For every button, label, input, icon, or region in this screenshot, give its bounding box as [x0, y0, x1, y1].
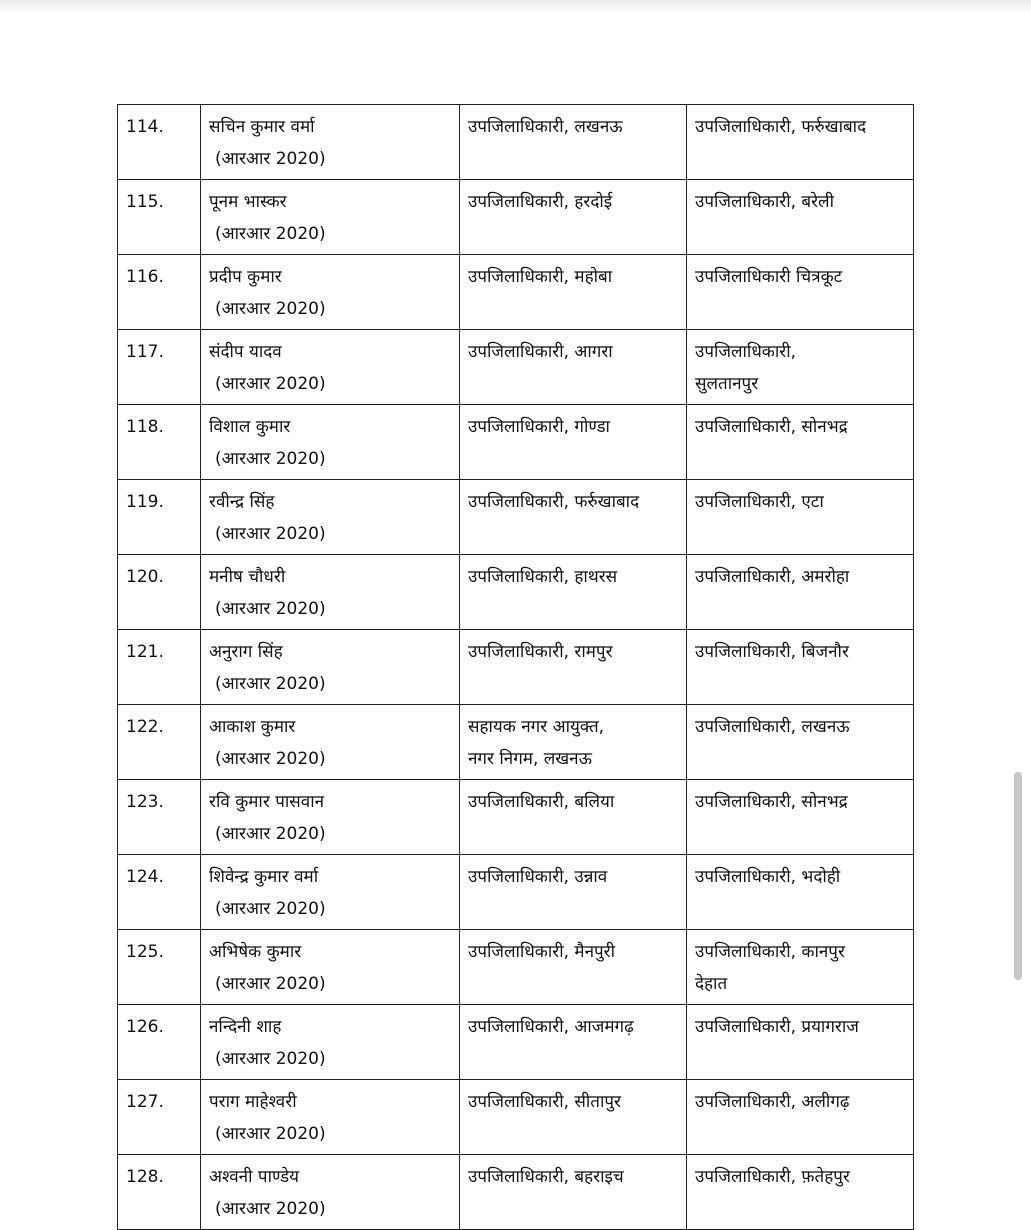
serial-number: 124.	[126, 867, 164, 887]
new-post-cell	[687, 105, 914, 180]
serial-number: 114.	[126, 117, 164, 137]
officer-name-cell	[201, 255, 460, 330]
serial-number: 117.	[126, 342, 164, 362]
serial-number-cell	[118, 405, 201, 480]
new-post-cell	[687, 1005, 914, 1080]
officer-name: विशाल कुमार	[209, 417, 291, 437]
serial-number-cell	[118, 555, 201, 630]
current-post-cell	[460, 780, 687, 855]
officer-name-cell	[201, 180, 460, 255]
current-post-line: उपजिलाधिकारी, हाथरस	[468, 567, 618, 587]
current-post-cell	[460, 930, 687, 1005]
serial-number: 120.	[126, 567, 164, 587]
new-post-cell	[687, 1155, 914, 1230]
current-post-cell	[460, 180, 687, 255]
table-row	[118, 630, 914, 705]
new-post-cell	[687, 180, 914, 255]
table-row	[118, 180, 914, 255]
new-post-line: उपजिलाधिकारी, बरेली	[695, 192, 834, 212]
current-post-line: उपजिलाधिकारी, सीतापुर	[468, 1092, 621, 1112]
officer-name-cell	[201, 555, 460, 630]
officer-name-cell	[201, 780, 460, 855]
current-post-line: उपजिलाधिकारी, फर्रुखाबाद	[468, 492, 640, 512]
current-post-cell	[460, 330, 687, 405]
current-post-cell	[460, 405, 687, 480]
current-post-line: उपजिलाधिकारी, बहराइच	[468, 1167, 624, 1187]
new-post-cell	[687, 780, 914, 855]
current-post-line: उपजिलाधिकारी, आगरा	[468, 342, 613, 362]
officer-batch: (आरआर 2020)	[215, 974, 326, 994]
current-post-line: सहायक नगर आयुक्त,	[468, 717, 605, 737]
current-post-cell	[460, 1005, 687, 1080]
table-row	[118, 255, 914, 330]
serial-number-cell	[118, 630, 201, 705]
new-post-cell	[687, 705, 914, 780]
current-post-cell	[460, 105, 687, 180]
officer-name: नन्दिनी शाह	[209, 1017, 282, 1037]
officer-batch: (आरआर 2020)	[215, 749, 326, 769]
officer-name: रवीन्द्र सिंह	[209, 492, 275, 512]
serial-number-cell	[118, 780, 201, 855]
new-post-line: उपजिलाधिकारी, एटा	[695, 492, 824, 512]
new-post-cell	[687, 630, 914, 705]
new-post-cell	[687, 255, 914, 330]
current-post-cell	[460, 1155, 687, 1230]
new-post-line: उपजिलाधिकारी, फ़तेहपुर	[695, 1167, 850, 1187]
new-post-cell	[687, 330, 914, 405]
new-post-line: उपजिलाधिकारी, लखनऊ	[695, 717, 850, 737]
table-row	[118, 1080, 914, 1155]
serial-number-cell	[118, 855, 201, 930]
new-post-line: उपजिलाधिकारी, सोनभद्र	[695, 417, 848, 437]
officer-name: रवि कुमार पासवान	[209, 792, 325, 812]
new-post-line: देहात	[695, 974, 728, 994]
officer-batch: (आरआर 2020)	[215, 674, 326, 694]
table-row	[118, 855, 914, 930]
table-row	[118, 330, 914, 405]
officer-name: मनीष चौधरी	[209, 567, 286, 587]
new-post-cell	[687, 855, 914, 930]
serial-number: 125.	[126, 942, 164, 962]
officer-batch: (आरआर 2020)	[215, 1124, 326, 1144]
current-post-cell	[460, 630, 687, 705]
new-post-line: उपजिलाधिकारी, बिजनौर	[695, 642, 849, 662]
new-post-line: उपजिलाधिकारी, कानपुर	[695, 942, 845, 962]
officer-name-cell	[201, 105, 460, 180]
new-post-line: उपजिलाधिकारी, अमरोहा	[695, 567, 850, 587]
officer-batch: (आरआर 2020)	[215, 524, 326, 544]
vertical-scrollbar-thumb[interactable]	[1014, 772, 1022, 980]
officer-batch: (आरआर 2020)	[215, 899, 326, 919]
current-post-cell	[460, 555, 687, 630]
table-row	[118, 930, 914, 1005]
officer-name: सचिन कुमार वर्मा	[209, 117, 315, 137]
table-row	[118, 1005, 914, 1080]
serial-number-cell	[118, 705, 201, 780]
officer-name-cell	[201, 705, 460, 780]
officer-batch: (आरआर 2020)	[215, 299, 326, 319]
new-post-line: उपजिलाधिकारी,	[695, 342, 796, 362]
serial-number-cell	[118, 1080, 201, 1155]
current-post-line: उपजिलाधिकारी, लखनऊ	[468, 117, 623, 137]
transfer-table-body	[118, 105, 914, 1230]
serial-number: 122.	[126, 717, 164, 737]
serial-number: 119.	[126, 492, 164, 512]
officer-name-cell	[201, 1155, 460, 1230]
serial-number-cell	[118, 330, 201, 405]
serial-number: 127.	[126, 1092, 164, 1112]
current-post-line: उपजिलाधिकारी, मैनपुरी	[468, 942, 616, 962]
serial-number: 126.	[126, 1017, 164, 1037]
serial-number: 115.	[126, 192, 164, 212]
table-row	[118, 480, 914, 555]
officer-name-cell	[201, 405, 460, 480]
current-post-line: उपजिलाधिकारी, गोण्डा	[468, 417, 610, 437]
top-edge-shadow	[0, 0, 1031, 14]
officer-batch: (आरआर 2020)	[215, 224, 326, 244]
officer-batch: (आरआर 2020)	[215, 149, 326, 169]
current-post-line: उपजिलाधिकारी, रामपुर	[468, 642, 613, 662]
current-post-line: उपजिलाधिकारी, महोबा	[468, 267, 613, 287]
current-post-line: उपजिलाधिकारी, आजमगढ़	[468, 1017, 634, 1037]
current-post-line: उपजिलाधिकारी, हरदोई	[468, 192, 613, 212]
officer-batch: (आरआर 2020)	[215, 1199, 326, 1219]
table-row	[118, 555, 914, 630]
serial-number-cell	[118, 180, 201, 255]
officer-batch: (आरआर 2020)	[215, 824, 326, 844]
current-post-line: उपजिलाधिकारी, उन्नाव	[468, 867, 608, 887]
officer-name-cell	[201, 330, 460, 405]
officer-batch: (आरआर 2020)	[215, 1049, 326, 1069]
serial-number: 128.	[126, 1167, 164, 1187]
serial-number-cell	[118, 930, 201, 1005]
officer-batch: (आरआर 2020)	[215, 599, 326, 619]
officer-name-cell	[201, 930, 460, 1005]
current-post-line: उपजिलाधिकारी, बलिया	[468, 792, 615, 812]
serial-number: 123.	[126, 792, 164, 812]
officer-name-cell	[201, 1005, 460, 1080]
transfer-table	[117, 104, 914, 1230]
officer-batch: (आरआर 2020)	[215, 374, 326, 394]
serial-number: 118.	[126, 417, 164, 437]
officer-name: अश्वनी पाण्डेय	[209, 1167, 299, 1187]
current-post-cell	[460, 705, 687, 780]
table-row	[118, 780, 914, 855]
table-row	[118, 405, 914, 480]
serial-number-cell	[118, 480, 201, 555]
new-post-line: उपजिलाधिकारी, अलीगढ़	[695, 1092, 850, 1112]
officer-name: प्रदीप कुमार	[209, 267, 282, 287]
officer-name: शिवेन्द्र कुमार वर्मा	[209, 867, 319, 887]
officer-name: पूनम भास्कर	[209, 192, 287, 212]
table-row	[118, 1155, 914, 1230]
new-post-line: उपजिलाधिकारी, प्रयागराज	[695, 1017, 859, 1037]
new-post-cell	[687, 480, 914, 555]
current-post-cell	[460, 855, 687, 930]
serial-number-cell	[118, 1155, 201, 1230]
officer-name-cell	[201, 855, 460, 930]
table-row	[118, 105, 914, 180]
new-post-cell	[687, 1080, 914, 1155]
officer-name: आकाश कुमार	[209, 717, 296, 737]
current-post-line: नगर निगम, लखनऊ	[468, 749, 592, 769]
new-post-cell	[687, 930, 914, 1005]
current-post-cell	[460, 1080, 687, 1155]
new-post-line: उपजिलाधिकारी चित्रकूट	[695, 267, 843, 287]
officer-name-cell	[201, 630, 460, 705]
officer-batch: (आरआर 2020)	[215, 449, 326, 469]
serial-number: 121.	[126, 642, 164, 662]
serial-number-cell	[118, 1005, 201, 1080]
new-post-line: उपजिलाधिकारी, फर्रुखाबाद	[695, 117, 867, 137]
officer-name-cell	[201, 480, 460, 555]
new-post-line: सुलतानपुर	[695, 374, 759, 394]
officer-name: अभिषेक कुमार	[209, 942, 302, 962]
officer-name: संदीप यादव	[209, 342, 282, 362]
new-post-cell	[687, 555, 914, 630]
new-post-line: उपजिलाधिकारी, भदोही	[695, 867, 841, 887]
officer-name: पराग माहेश्वरी	[209, 1092, 297, 1112]
current-post-cell	[460, 480, 687, 555]
serial-number-cell	[118, 105, 201, 180]
officer-name-cell	[201, 1080, 460, 1155]
new-post-line: उपजिलाधिकारी, सोनभद्र	[695, 792, 848, 812]
serial-number: 116.	[126, 267, 164, 287]
current-post-cell	[460, 255, 687, 330]
new-post-cell	[687, 405, 914, 480]
officer-name: अनुराग सिंह	[209, 642, 283, 662]
serial-number-cell	[118, 255, 201, 330]
table-row	[118, 705, 914, 780]
